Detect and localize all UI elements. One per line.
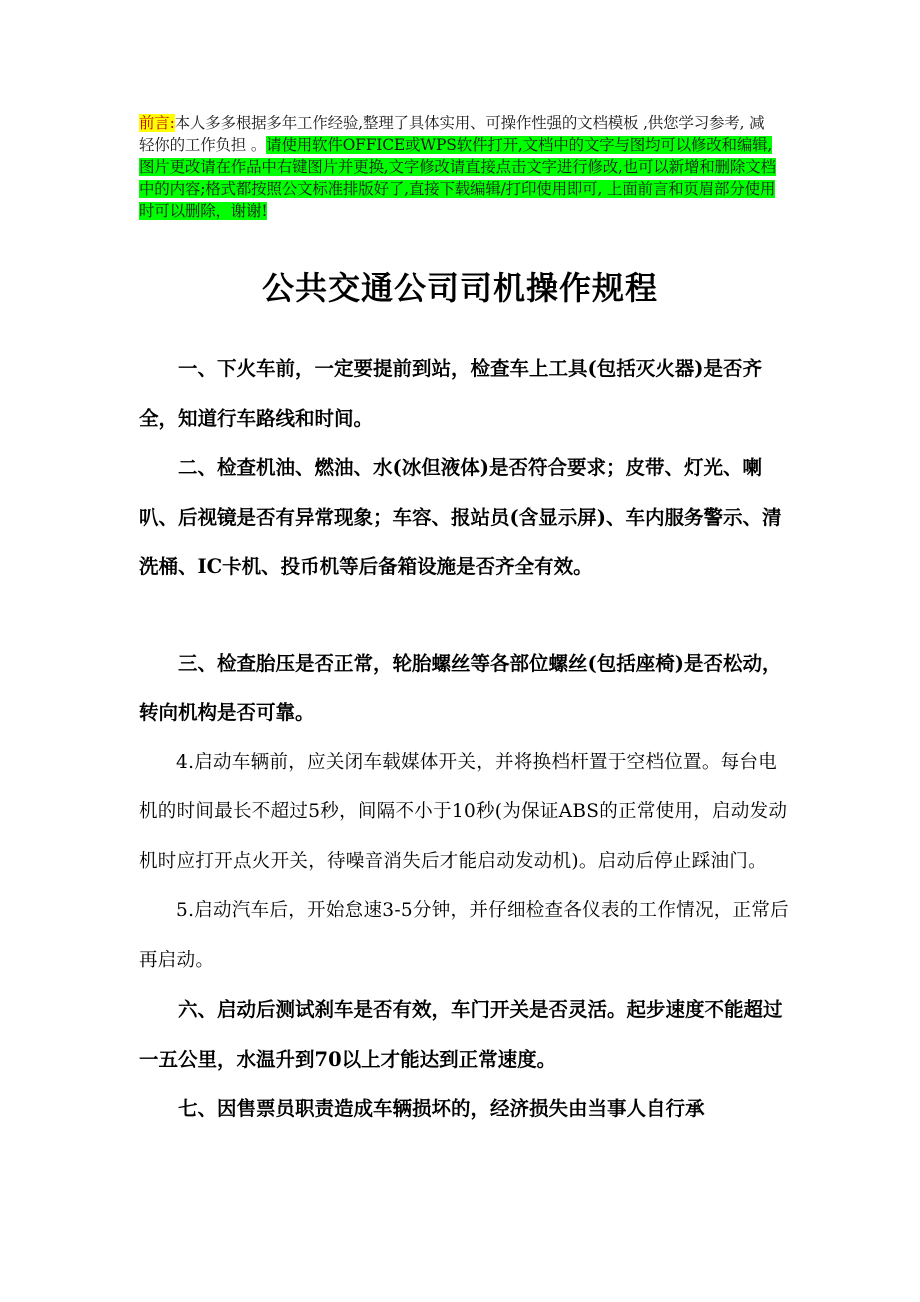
preface-note [139, 112, 779, 222]
preface-office: OFFICE [342, 136, 405, 154]
paragraph-1: 一、下火车前，一定要提前到站，检查车上工具(包括灭火器)是否齐全，知道行车路线和时间。 [139, 357, 762, 430]
paragraph-7: 七、因售票员职责造成车辆损坏的，经济损失由当事人自行承 [178, 1097, 705, 1120]
preface-or: 或 [404, 136, 421, 154]
preface-label: 前言: [139, 114, 175, 132]
paragraph-6: 六、启动后测试刹车是否有效，车门开关是否灵活。起步速度不能超过一五公里，水温升到70以上才能达到正常速度。 [139, 998, 783, 1071]
document-title: 公共交通公司司机操作规程 [261, 269, 658, 307]
preface-highlight-2: 软件打开,文档中的文字与图均可以修改和编辑,图片更改请在作品中右键图片并更换,文字修改请直接点击文字进行修改,也可以新增和删除文档中的内容;格式都按照公文标准排版好了,直接下载编辑/打印使用即可, 上面前言和页眉部分使用时可以删除，谢谢! [139, 136, 776, 220]
document-body [139, 344, 789, 1134]
preface-wps: WPS [420, 136, 457, 154]
paragraph-5: 5.启动汽车后，开始怠速3-5分钟，并仔细检查各仪表的工作情况，正常后再启动。 [139, 900, 789, 971]
preface-highlight-1: 请使用软件 [266, 136, 343, 154]
paragraph-3: 三、检查胎压是否正常，轮胎螺丝等各部位螺丝(包括座椅)是否松动，转向机构是否可靠。 [139, 651, 782, 724]
paragraph-spacer [139, 592, 789, 639]
preface-text: 本人多多根据多年工作经验,整理了具体实用、可操作性强的文档模板 ,供您学习参考, 减轻你的工作负担 。 [139, 114, 765, 154]
paragraph-2: 二、检查机油、燃油、水(冰但液体)是否符合要求；皮带、灯光、喇叭、后视镜是否有异常现象；车容、报站员(含显示屏)、车内服务警示、清洗桶、IC卡机、投币机等后备箱设施是否齐全有效。 [139, 456, 782, 578]
paragraph-4: 4.启动车辆前，应关闭车载媒体开关，并将换档杆置于空档位置。每台电机的时间最长不超过5秒，间隔不小于10秒(为保证ABS的正常使用，启动发动机时应打开点火开关，待噪音消失后才能启动发动机)。启动后停止踩油门。 [139, 751, 788, 872]
